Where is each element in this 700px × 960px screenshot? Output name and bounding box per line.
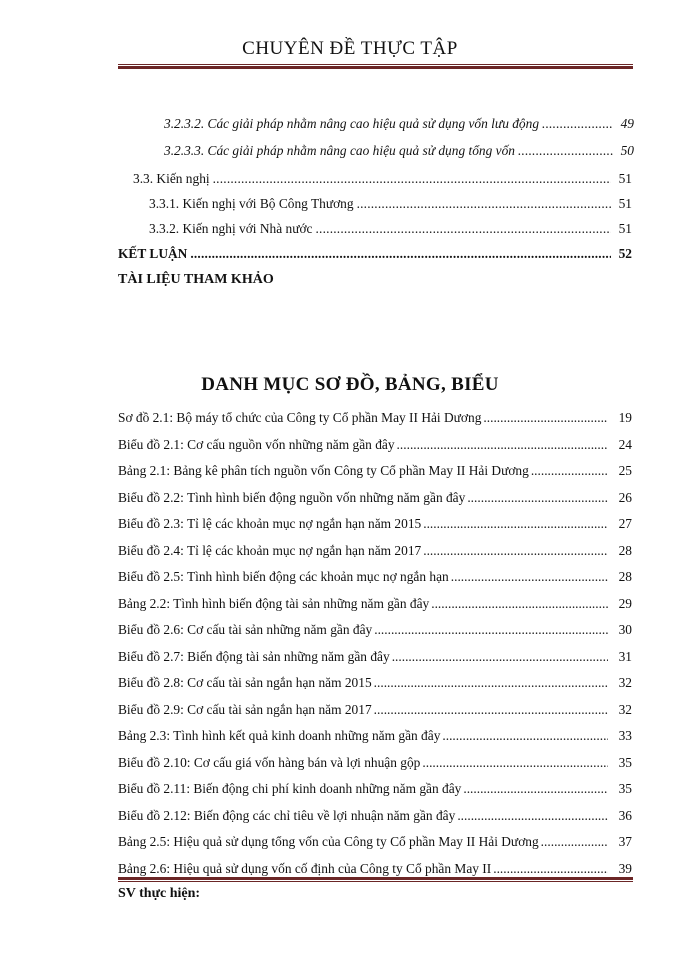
figure-list-item (118, 596, 632, 612)
leader-dots (374, 702, 608, 718)
leader-dots (531, 463, 608, 479)
figure-list-item (118, 437, 632, 453)
figure-list-item (118, 808, 632, 824)
figure-list-item (118, 675, 632, 691)
figure-list-item (118, 410, 632, 426)
header-divider (118, 64, 633, 69)
leader-dots (541, 834, 608, 850)
figure-list-item-page: 35 (618, 781, 632, 796)
leader-dots (457, 808, 608, 824)
toc-entry (164, 143, 634, 159)
figure-list-item (118, 622, 632, 638)
leader-dots (190, 246, 611, 262)
toc-entry-page: 49 (620, 116, 634, 131)
leader-dots (423, 516, 608, 532)
figure-list-item-page: 29 (618, 595, 632, 611)
figure-list-item-page: 32 (618, 675, 632, 690)
toc-entry (149, 221, 632, 237)
toc-entry (118, 272, 274, 288)
leader-dots (422, 755, 608, 771)
toc-entry-label: TÀI LIỆU THAM KHẢO (118, 272, 274, 287)
figure-list-item-label: Biểu đồ 2.7: Biến động tài sản những năm gần đây (118, 648, 390, 664)
figure-list-item (118, 543, 632, 559)
figure-list-item-page: 32 (618, 701, 632, 717)
toc-entry-page: 51 (618, 196, 632, 211)
figure-list-item-page: 24 (618, 436, 632, 452)
leader-dots (392, 649, 608, 665)
leader-dots (423, 543, 608, 559)
figure-list-item-label: Biểu đồ 2.10: Cơ cấu giá vốn hàng bán và lợi nhuận gộp (118, 754, 421, 770)
figure-list-item-label: Biểu đồ 2.12: Biến động các chỉ tiêu về lợi nhuận năm gần đây (118, 807, 456, 823)
toc-entry-label: 3.3.2. Kiến nghị với Nhà nước (149, 221, 313, 236)
figure-list-item-page: 39 (618, 860, 632, 876)
leader-dots (467, 490, 608, 506)
leader-dots (431, 596, 608, 612)
leader-dots (542, 116, 613, 132)
figure-list-item (118, 516, 632, 532)
figure-list-item (118, 755, 632, 771)
figure-list-item-page: 26 (618, 489, 632, 505)
figure-list-item (118, 649, 632, 665)
figure-list-item-page: 33 (618, 728, 632, 743)
figure-list-item-label: Biểu đồ 2.11: Biến động chi phí kinh doanh những năm gần đây (118, 781, 462, 796)
leader-dots (518, 143, 613, 159)
figure-list-item-label: Biểu đồ 2.6: Cơ cấu tài sản những năm gần đây (118, 622, 373, 637)
leader-dots (374, 622, 608, 638)
leader-dots (374, 675, 608, 691)
figure-list-item-page: 31 (618, 648, 632, 664)
figure-list-item-page: 27 (618, 516, 632, 531)
figure-list-item-page: 37 (618, 834, 632, 849)
figure-list-item (118, 490, 632, 506)
figure-list-item-label: Biểu đồ 2.4: Tỉ lệ các khoản mục nợ ngắn hạn năm 2017 (118, 542, 422, 558)
toc-entry (149, 196, 632, 212)
figure-list-item (118, 569, 632, 585)
figure-list-item (118, 861, 632, 877)
leader-dots (316, 221, 612, 237)
toc-entry (133, 171, 632, 187)
figure-list-item (118, 702, 632, 718)
page-header-title: CHUYÊN ĐỀ THỰC TẬP (242, 38, 458, 59)
figure-list-item-page: 28 (618, 542, 632, 558)
figure-list-item-label: Biểu đồ 2.5: Tình hình biến động các khoản mục nợ ngắn hạn (118, 569, 449, 584)
figure-list-item-label: Bảng 2.5: Hiệu quả sử dụng tổng vốn của Công ty Cổ phần May II Hải Dương (118, 834, 539, 849)
leader-dots (483, 410, 608, 426)
toc-entry-label: 3.3.1. Kiến nghị với Bộ Công Thương (149, 196, 354, 211)
leader-dots (493, 861, 608, 877)
leader-dots (463, 781, 608, 797)
figure-list-item-label: Bảng 2.2: Tình hình biến động tài sản những năm gần đây (118, 595, 430, 611)
figure-list-item-label: Biểu đồ 2.1: Cơ cấu nguồn vốn những năm gần đây (118, 436, 395, 452)
toc-entry-label: KẾT LUẬN (118, 246, 188, 261)
leader-dots (213, 171, 611, 187)
list-of-figures-title: DANH MỤC SƠ ĐỒ, BẢNG, BIỂU (201, 374, 499, 395)
figure-list-item (118, 463, 632, 479)
figure-list-item-label: Bảng 2.6: Hiệu quả sử dụng vốn cố định của Công ty Cổ phần May II (118, 860, 492, 876)
toc-entry (118, 246, 632, 262)
leader-dots (397, 437, 608, 453)
figure-list-item-page: 35 (618, 754, 632, 770)
toc-entry-page: 51 (618, 171, 632, 186)
figure-list-item-page: 25 (618, 463, 632, 478)
toc-entry-page: 52 (618, 246, 632, 261)
figure-list-item (118, 781, 632, 797)
toc-entry (164, 116, 634, 132)
figure-list-item-page: 19 (618, 410, 632, 425)
figure-list-item-label: Biểu đồ 2.8: Cơ cấu tài sản ngắn hạn năm 2015 (118, 675, 372, 690)
toc-entry-label: 3.3. Kiến nghị (133, 171, 210, 186)
figure-list-item-label: Sơ đồ 2.1: Bộ máy tổ chức của Công ty Cổ phần May II Hải Dương (118, 410, 482, 425)
figure-list-item-page: 28 (618, 569, 632, 584)
figure-list-item-page: 30 (618, 622, 632, 637)
figure-list-item-label: Biểu đồ 2.9: Cơ cấu tài sản ngắn hạn năm 2017 (118, 701, 372, 717)
figure-list-item-label: Biểu đồ 2.2: Tình hình biến động nguồn vốn những năm gần đây (118, 489, 466, 505)
figure-list-item-label: Biểu đồ 2.3: Tỉ lệ các khoản mục nợ ngắn hạn năm 2015 (118, 516, 422, 531)
leader-dots (451, 569, 608, 585)
toc-entry-label: 3.2.3.2. Các giải pháp nhằm nâng cao hiệu quả sử dụng vốn lưu động (164, 116, 540, 131)
figure-list-item-label: Bảng 2.3: Tình hình kết quả kinh doanh những năm gần đây (118, 728, 441, 743)
toc-entry-page: 51 (618, 221, 632, 236)
leader-dots (442, 728, 608, 744)
leader-dots (357, 196, 611, 212)
toc-entry-page: 50 (620, 143, 634, 158)
figure-list-item (118, 834, 632, 850)
toc-entry-label: 3.2.3.3. Các giải pháp nhằm nâng cao hiệu quả sử dụng tổng vốn (164, 143, 515, 158)
figure-list-item-page: 36 (618, 807, 632, 823)
footer-divider (118, 876, 633, 882)
figure-list-item (118, 728, 632, 744)
footer-student-label: SV thực hiện: (118, 886, 201, 901)
figure-list-item-label: Bảng 2.1: Bảng kê phân tích nguồn vốn Công ty Cổ phần May II Hải Dương (118, 463, 529, 478)
